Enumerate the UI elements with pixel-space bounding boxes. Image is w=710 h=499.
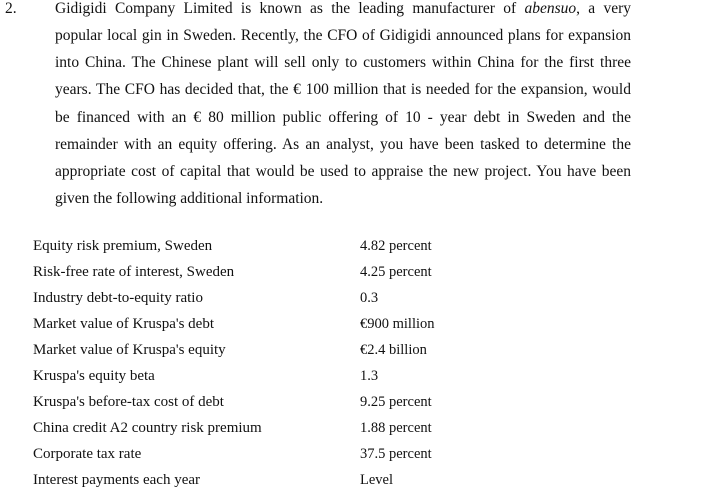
question-line-2: popular local gin in Sweden. Recently, the CFO of Gidigidi announced plans for expansion <box>55 27 631 44</box>
row-label: China credit A2 country risk premium <box>33 420 262 436</box>
row-label: Industry debt-to-equity ratio <box>33 290 203 306</box>
question-line-3: into China. The Chinese plant will sell only to customers within China for the first three <box>55 54 631 71</box>
table-row <box>33 288 473 308</box>
table-row <box>33 340 473 360</box>
row-value: 0.3 <box>360 290 379 306</box>
question-line-6: remainder with an equity offering. As an analyst, you have been tasked to determine the <box>55 136 631 153</box>
row-value: €2.4 billion <box>360 342 427 358</box>
row-value: 4.25 percent <box>360 264 432 280</box>
row-label: Market value of Kruspa's equity <box>33 342 226 358</box>
row-value: 9.25 percent <box>360 394 432 410</box>
question-line-1-text: Gidigidi Company Limited is known as the leading manufacturer of <box>55 0 525 17</box>
row-label: Market value of Kruspa's debt <box>33 316 214 332</box>
row-label: Interest payments each year <box>33 472 200 488</box>
table-row <box>33 314 473 334</box>
table-row <box>33 444 473 464</box>
product-name: abensuo <box>524 0 577 17</box>
row-label: Equity risk premium, Sweden <box>33 238 213 254</box>
row-value: 1.3 <box>360 368 379 384</box>
row-value: 37.5 percent <box>360 446 432 462</box>
table-row <box>33 392 473 412</box>
row-label: Corporate tax rate <box>33 446 142 462</box>
question-line-5: be financed with an € 80 million public offering of 10 - year debt in Sweden and the <box>55 109 631 126</box>
question-line-8: given the following additional information. <box>55 190 324 207</box>
question-line-1-tail: , a very <box>576 0 632 17</box>
question-line-1 <box>55 0 631 18</box>
table-row <box>33 418 473 438</box>
table-row <box>33 366 473 386</box>
question-line-4: years. The CFO has decided that, the € 100 million that is needed for the expansion, would <box>55 81 631 98</box>
row-label: Kruspa's equity beta <box>33 368 155 384</box>
question-number: 2. <box>5 0 17 17</box>
row-value: €900 million <box>360 316 435 332</box>
table-row <box>33 262 473 282</box>
row-value: Level <box>360 472 394 488</box>
table-row <box>33 236 473 256</box>
row-label: Risk-free rate of interest, Sweden <box>33 264 235 280</box>
row-value: 4.82 percent <box>360 238 432 254</box>
question-line-7: appropriate cost of capital that would be used to appraise the new project. You have been <box>55 163 631 180</box>
table-row <box>33 470 473 490</box>
row-label: Kruspa's before-tax cost of debt <box>33 394 224 410</box>
row-value: 1.88 percent <box>360 420 432 436</box>
